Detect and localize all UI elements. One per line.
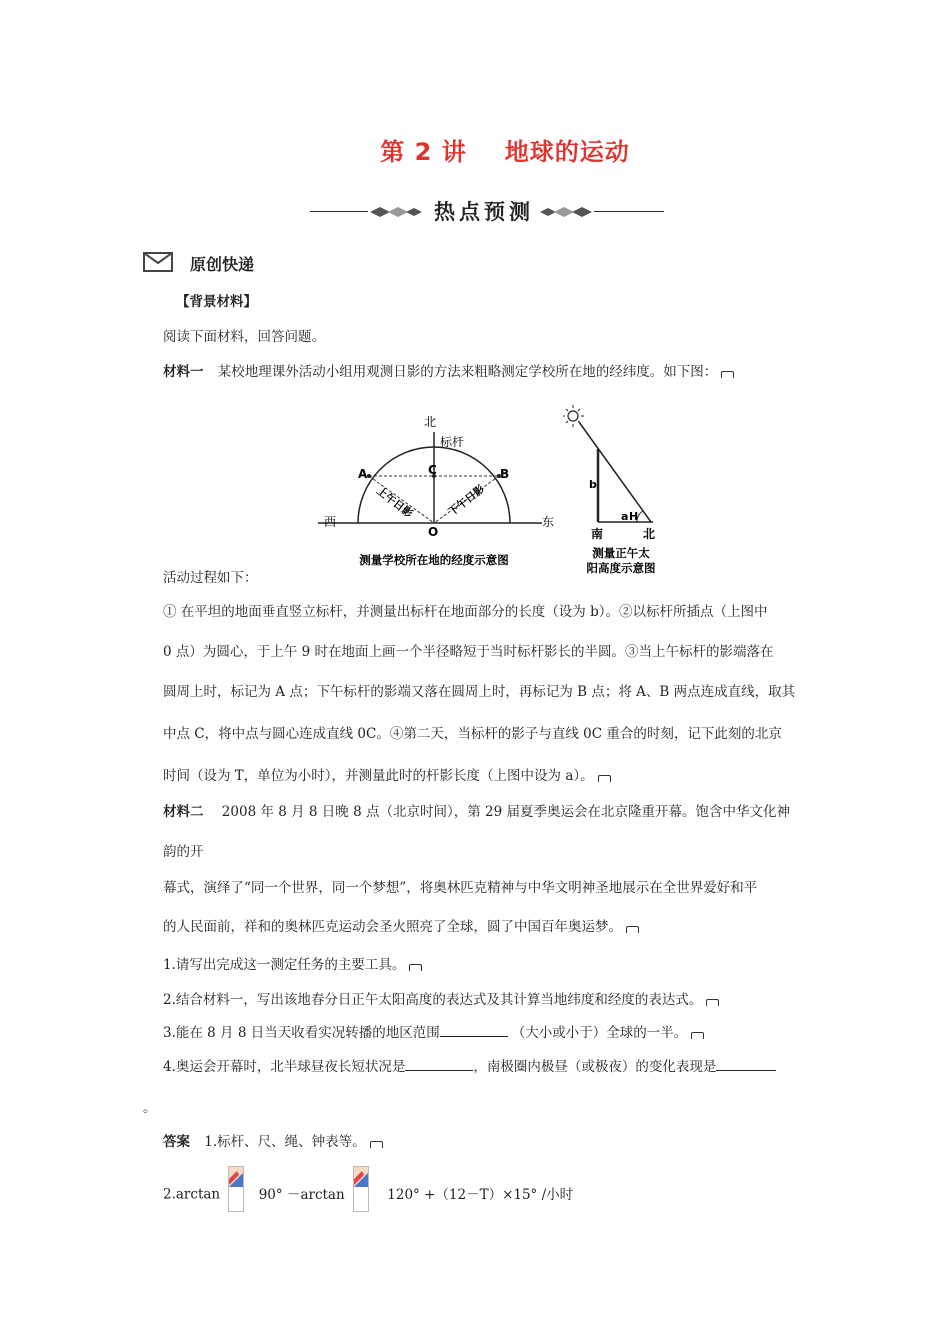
material2-label: 材料二 — [163, 804, 204, 820]
material2-line3: 幕式，演绎了“同一个世界，同一个梦想”，将奥林匹克精神与中华文明神圣地展示在全世界爱好和平 — [163, 880, 758, 896]
answer-blank — [440, 1024, 508, 1037]
material2-line4-wrap — [163, 915, 639, 935]
process-title: 活动过程如下： — [163, 570, 258, 586]
question-3-text-a: 3.能在 8 月 8 日当天收看实况转播的地区范围 — [163, 1025, 440, 1041]
question-3-text-b: （大小或小于）全球的一半。 — [511, 1025, 688, 1041]
point-o-label: O — [428, 525, 439, 539]
material2-line1: 2008 年 8 月 8 日晚 8 点（北京时间），第 29 届夏季奥运会在北京隆重开幕。饱含中华文化神 — [221, 804, 790, 820]
bracket-mark-icon — [626, 926, 639, 933]
east-label: 东 — [542, 515, 555, 529]
background-label: 【背景材料】 — [176, 294, 257, 310]
answer-1-text: 1.标杆、尺、绳、钟表等。 — [204, 1134, 366, 1150]
sun-altitude-diagram — [563, 402, 671, 580]
section-header — [310, 196, 670, 226]
question-2 — [163, 988, 719, 1008]
answer-blank — [405, 1058, 473, 1071]
material1-label: 材料一 — [163, 364, 204, 380]
point-c-label: C — [428, 463, 437, 477]
process-line: 中点 C，将中点与圆心连成直线 0C。④第二天，当标杆的影子与直线 0C 重合的时刻，记下此刻的北京 — [163, 726, 782, 742]
process-line-last — [163, 764, 611, 784]
longitude-diagram — [318, 412, 558, 574]
fraction-image-icon — [228, 1166, 244, 1212]
angle-h-label: H — [629, 510, 639, 523]
question-1-text: 1.请写出完成这一测定任务的主要工具。 — [163, 957, 406, 973]
morning-shadow-label: 上午日影 — [374, 484, 415, 521]
question-4 — [163, 1055, 776, 1075]
bracket-mark-icon — [691, 1032, 704, 1039]
divider-right — [594, 211, 664, 212]
point-a-label: A — [358, 467, 368, 481]
north-label: 北 — [423, 415, 437, 429]
question-4-end: 。 — [143, 1100, 157, 1116]
divider-left — [310, 211, 368, 212]
material1-text: 某校地理课外活动小组用观测日影的方法来粗略测定学校所在地的经纬度。如下图： — [217, 364, 718, 380]
page-title — [0, 132, 950, 167]
bracket-mark-icon — [409, 964, 422, 971]
bracket-mark-icon — [721, 371, 734, 378]
material2-line2: 韵的开 — [163, 844, 204, 860]
afternoon-shadow-label: 下午日影 — [446, 483, 487, 519]
material2-line4: 的人民面前，祥和的奥林匹克运动会圣火照亮了全球，圆了中国百年奥运梦。 — [163, 919, 622, 935]
rod-length-b-label: b — [589, 478, 597, 491]
bracket-mark-icon — [706, 999, 719, 1006]
question-2-text: 2.结合材料一，写出该地春分日正午太阳高度的表达式及其计算当地纬度和经度的表达式。 — [163, 992, 703, 1008]
answer-2-suffix: 120° +（12－T）×15° /小时 — [387, 1186, 574, 1203]
intro-text: 阅读下面材料，回答问题。 — [163, 329, 325, 345]
ornament-right-icon — [538, 204, 596, 220]
envelope-icon — [143, 252, 173, 272]
shadow-length-a-label: a — [621, 510, 629, 523]
material2-paragraph — [163, 800, 790, 820]
altitude-caption-line1: 测量正午太 — [592, 546, 650, 560]
answer-2-mid: 90° －arctan — [258, 1186, 345, 1203]
section-title: 热点预测 — [434, 200, 534, 224]
lecture-number: 第 2 讲 — [380, 138, 467, 166]
question-4-text-b: ，南极圈内极昼（或极夜）的变化表现是 — [473, 1059, 717, 1075]
answer-1 — [163, 1130, 383, 1150]
fraction-image-icon — [353, 1166, 369, 1212]
longitude-caption: 测量学校所在地的经度示意图 — [359, 553, 509, 567]
answer-blank — [716, 1058, 776, 1071]
process-line: 时间（设为 T，单位为小时），并测量此时的杆影长度（上图中设为 a）。 — [163, 768, 594, 784]
question-3 — [163, 1021, 704, 1041]
north-right-label: 北 — [643, 527, 656, 541]
west-label: 西 — [324, 515, 337, 529]
lecture-topic: 地球的运动 — [504, 138, 630, 166]
rod-label: 标杆 — [440, 435, 465, 449]
point-b-label: B — [500, 467, 510, 481]
ornament-left-icon — [368, 204, 426, 220]
bracket-mark-icon — [370, 1141, 383, 1148]
process-line: 0 点）为圆心，于上午 9 时在地面上画一个半径略短于当时标杆影长的半圆。③当上午标杆的影端落在 — [163, 644, 774, 660]
answer-2 — [163, 1172, 573, 1218]
question-1 — [163, 953, 422, 973]
material1-paragraph — [163, 360, 734, 380]
question-4-text-a: 4.奥运会开幕时，北半球昼夜长短状况是 — [163, 1059, 406, 1075]
south-label: 南 — [591, 527, 604, 541]
process-line: ① 在平坦的地面垂直竖立标杆，并测量出标杆在地面部分的长度（设为 b）。②以标杆所插点（上图中 — [163, 604, 768, 620]
subsection-title: 原创快递 — [190, 255, 255, 274]
answer-2-prefix: 2.arctan — [163, 1186, 221, 1203]
process-line: 圆周上时，标记为 A 点；下午标杆的影端又落在圆周上时，再标记为 B 点；将 A、B 两点连成直线，取其 — [163, 684, 796, 700]
bracket-mark-icon — [598, 775, 611, 782]
answer-label: 答案 — [163, 1134, 190, 1150]
altitude-caption-line2: 阳高度示意图 — [586, 561, 656, 575]
